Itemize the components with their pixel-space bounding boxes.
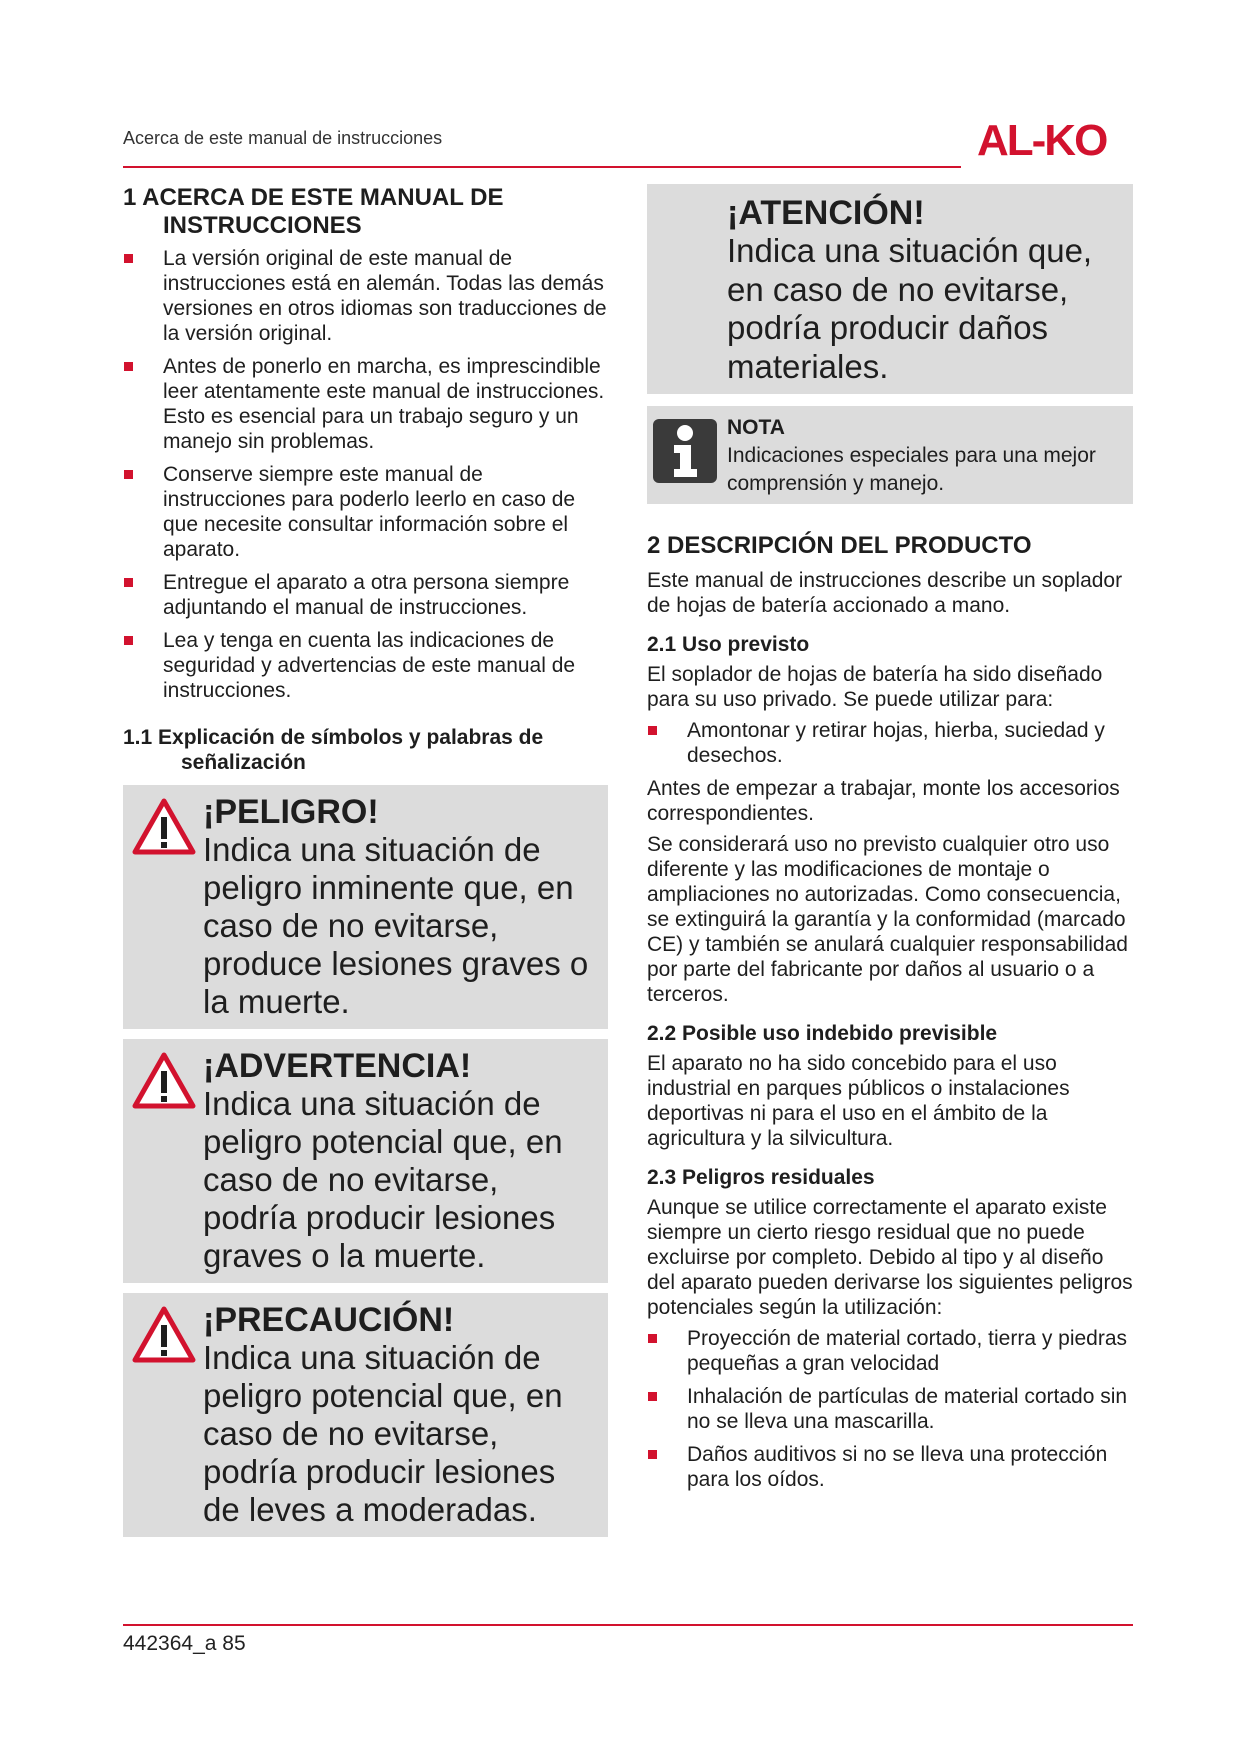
right-column xyxy=(647,184,1133,1500)
section-2-3-heading: 2.3 Peligros residuales xyxy=(647,1166,875,1189)
danger-box xyxy=(123,785,608,1029)
section-2-3-text: Aunque se utilice correctamente el aparato existe siempre un cierto riesgo residual que no puede excluirse por completo. Debido al tipo y al diseño del aparato pueden derivarse los siguientes peligros potenciales según la utilización: xyxy=(647,1196,1133,1319)
list-item: Antes de ponerlo en marcha, es imprescindible leer atentamente este manual de instrucciones. Esto es esencial para un trabajo seguro y un manejo sin problemas. xyxy=(123,354,608,454)
section-2-2-text: El aparato no ha sido concebido para el uso industrial en parques públicos o instalaciones deportivas ni para el uso en el ámbito de la agricultura y la silvicultura. xyxy=(647,1052,1070,1150)
section-2-1-text-2: Antes de empezar a trabajar, monte los accesorios correspondientes. xyxy=(647,777,1120,825)
svg-text:AL-KO: AL-KO xyxy=(977,116,1107,162)
bullet-square-icon xyxy=(124,636,133,645)
list-item: Conserve siempre este manual de instrucciones para poderlo leerlo en caso de que necesite consultar información sobre el aparato. xyxy=(123,462,608,562)
bullet-square-icon xyxy=(648,1334,657,1343)
bullet-square-icon xyxy=(124,254,133,263)
list-item: Entregue el aparato a otra persona siempre adjuntando el manual de instrucciones. xyxy=(123,570,608,620)
bullet-square-icon xyxy=(124,578,133,587)
section-2-heading: 2 DESCRIPCIÓN DEL PRODUCTO xyxy=(647,532,1032,559)
warning-box xyxy=(123,1039,608,1283)
page-footer: 442364_a 85 xyxy=(123,1632,246,1655)
note-title: NOTA xyxy=(727,416,785,439)
section-2-2-heading: 2.2 Posible uso indebido previsible xyxy=(647,1022,998,1045)
section-2-1-list xyxy=(647,718,1133,768)
warning-title: ¡ADVERTENCIA! xyxy=(203,1047,472,1085)
section-1-1-heading: 1.1 Explicación de símbolos y palabras de señalización xyxy=(123,726,544,774)
info-icon xyxy=(653,419,717,483)
section-1-list xyxy=(123,246,608,703)
caution-text: Indica una situación de peligro potencial que, en caso de no evitarse, podría producir lesiones de leves a moderadas. xyxy=(203,1339,563,1528)
warning-triangle-icon xyxy=(131,1305,197,1365)
section-2-1-text: El soplador de hojas de batería ha sido diseñado para su uso privado. Se puede utilizar para: xyxy=(647,663,1103,711)
section-2-1-heading: 2.1 Uso previsto xyxy=(647,633,810,656)
caution-box xyxy=(123,1293,608,1537)
section-2-3-list xyxy=(647,1326,1133,1492)
warning-triangle-icon xyxy=(131,1051,197,1111)
list-item: Daños auditivos si no se lleva una protección para los oídos. xyxy=(647,1442,1133,1492)
header-rule xyxy=(123,166,961,168)
list-item: Proyección de material cortado, tierra y piedras pequeñas a gran velocidad xyxy=(647,1326,1133,1376)
bullet-square-icon xyxy=(124,470,133,479)
attention-title: ¡ATENCIÓN! xyxy=(727,194,925,232)
bullet-square-icon xyxy=(648,1392,657,1401)
warning-text: Indica una situación de peligro potencial que, en caso de no evitarse, podría producir lesiones graves o la muerte. xyxy=(203,1085,563,1274)
caution-title: ¡PRECAUCIÓN! xyxy=(203,1301,455,1339)
al-ko-logo xyxy=(975,116,1135,162)
bullet-square-icon xyxy=(124,362,133,371)
danger-text: Indica una situación de peligro inminente que, en caso de no evitarse, produce lesiones graves o la muerte. xyxy=(203,831,589,1020)
danger-title: ¡PELIGRO! xyxy=(203,793,379,831)
note-text: Indicaciones especiales para una mejor comprensión y manejo. xyxy=(727,444,1096,495)
bullet-square-icon xyxy=(648,726,657,735)
section-2-1-text-3: Se considerará uso no previsto cualquier otro uso diferente y las modificaciones de montaje o ampliaciones no autorizadas. Como consecuencia, se extinguirá la garantía y la conformidad (marcado CE) y también se anulará cualquier responsabilidad por parte del fabricante por daños al usuario o a terceros. xyxy=(647,833,1128,1006)
list-item: La versión original de este manual de instrucciones está en alemán. Todas las demás versiones en otros idiomas son traducciones de la versión original. xyxy=(123,246,608,346)
section-2-text: Este manual de instrucciones describe un soplador de hojas de batería accionado a mano. xyxy=(647,569,1123,617)
attention-text: Indica una situación que, en caso de no evitarse, podría producir daños materiales. xyxy=(727,232,1093,385)
footer-rule xyxy=(123,1624,1133,1626)
list-item: Lea y tenga en cuenta las indicaciones de seguridad y advertencias de este manual de instrucciones. xyxy=(123,628,608,703)
note-box xyxy=(647,406,1133,504)
list-item: Inhalación de partículas de material cortado sin no se lleva una mascarilla. xyxy=(647,1384,1133,1434)
bullet-square-icon xyxy=(648,1450,657,1459)
warning-triangle-icon xyxy=(131,797,197,857)
section-1-heading: 1 ACERCA DE ESTE MANUAL DE INSTRUCCIONES xyxy=(123,184,504,239)
running-header: Acerca de este manual de instrucciones xyxy=(123,128,443,148)
list-item: Amontonar y retirar hojas, hierba, suciedad y desechos. xyxy=(647,718,1133,768)
attention-box xyxy=(647,184,1133,394)
left-column xyxy=(123,184,608,1547)
